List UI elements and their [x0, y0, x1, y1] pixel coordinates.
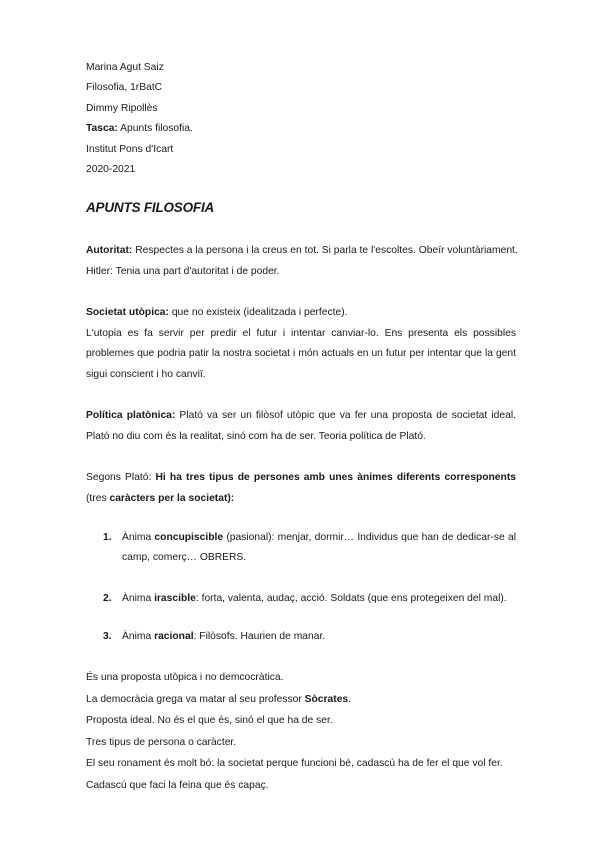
autoritat-text: Respectes a la persona i la creus en tot. Si parla te l'escoltes. Obeïr voluntàriament. — [132, 245, 518, 256]
section-societat — [86, 303, 516, 385]
document-title: APUNTS FILOSOFIA — [86, 200, 215, 215]
author-name: Marina Agut Saiz — [86, 62, 164, 73]
list-item — [103, 627, 516, 647]
section-autoritat — [86, 241, 516, 282]
list-term: racional — [154, 631, 194, 642]
section-segons — [86, 468, 516, 509]
list-text — [122, 589, 516, 609]
teacher-name: Dimmy Ripollès — [86, 102, 158, 114]
list-number: 1. — [103, 532, 112, 543]
closing-line: És una proposta utòpica i no demcocràtica. — [86, 672, 284, 683]
list-rest: : Filòsofs. Haurien de manar. — [193, 631, 326, 642]
school-name: Institut Pons d'Icart — [86, 143, 174, 155]
societat-paragraph: L'utopia es fa servir per predir el futur i intentar canviar-lo. Ens presenta els possibles problemes que podria patir la nostra societat i món actuals en un futur per intentar que la gent sigui conscient i ho canviï. — [86, 327, 516, 380]
section-politica — [86, 406, 516, 447]
task-value: Apunts filosofia. — [117, 123, 193, 135]
closing-line — [86, 689, 516, 711]
segons-bold-2: caràcters per la societat): — [109, 492, 235, 504]
societat-term: Societat utòpica: — [86, 307, 169, 318]
socrates-name: Sòcrates — [304, 693, 349, 705]
list-item — [103, 589, 516, 609]
task-line — [86, 119, 193, 139]
list-prefix: Ànima — [122, 631, 155, 642]
document-header — [86, 58, 193, 180]
list-text — [122, 528, 516, 567]
list-prefix: Ànima — [122, 593, 155, 604]
closing-text: . — [348, 693, 352, 705]
list-term: irascible — [154, 593, 196, 604]
list-number: 3. — [103, 631, 112, 642]
closing-line: El seu ronament és molt bó: la societat perque funcioni bé, cadascú ha de fer el que vol fer. — [86, 758, 503, 770]
autoritat-example: Hitler: Tenia una part d'autoritat i de poder. — [86, 265, 280, 277]
closing-line: Proposta ideal. No és el que és, sinó el que ha de ser. — [86, 715, 333, 727]
list-rest: (pasional): menjar, dormir… Individus que han de dedicar-se al camp, comerç… OBRERS. — [122, 532, 516, 563]
task-label: Tasca: — [86, 123, 118, 135]
segons-prefix: Segons Plató: — [86, 472, 152, 483]
school-year: 2020-2021 — [86, 164, 136, 176]
closing-line: Cadascú que faci la feina que és capaç. — [86, 779, 269, 791]
politica-term: Política platònica: — [86, 410, 176, 421]
autoritat-definition — [86, 241, 516, 262]
list-term: concupiscible — [154, 532, 224, 543]
course-name: Filosofia, 1rBatC — [86, 82, 163, 94]
list-number: 2. — [103, 593, 112, 604]
list-text — [122, 627, 516, 647]
politica-text: Plató va ser un filòsof utòpic que va fer una proposta de societat ideal. Plató no diu com és la realitat, sinó com ha de ser. Teoria política de Plató. — [86, 410, 516, 442]
section-closing — [86, 667, 516, 797]
list-item — [103, 528, 516, 567]
segons-bold: Hi ha tres tipus de persones amb unes ànimes diferents corresponents — [151, 472, 516, 483]
societat-text: que no existeix (idealitzada i perfecte). — [168, 307, 348, 318]
societat-definition — [86, 303, 516, 324]
list-prefix: Ànima — [122, 532, 155, 543]
list-rest: : forta, valenta, audaç, acció. Soldats (que ens protegeixen del mal). — [195, 593, 507, 604]
autoritat-term: Autoritat: — [86, 245, 133, 256]
closing-text: La democràcia grega va matar al seu professor — [86, 693, 305, 705]
segons-paren: (tres — [86, 492, 110, 504]
closing-line: Tres tipus de persona o caràcter. — [86, 736, 237, 748]
